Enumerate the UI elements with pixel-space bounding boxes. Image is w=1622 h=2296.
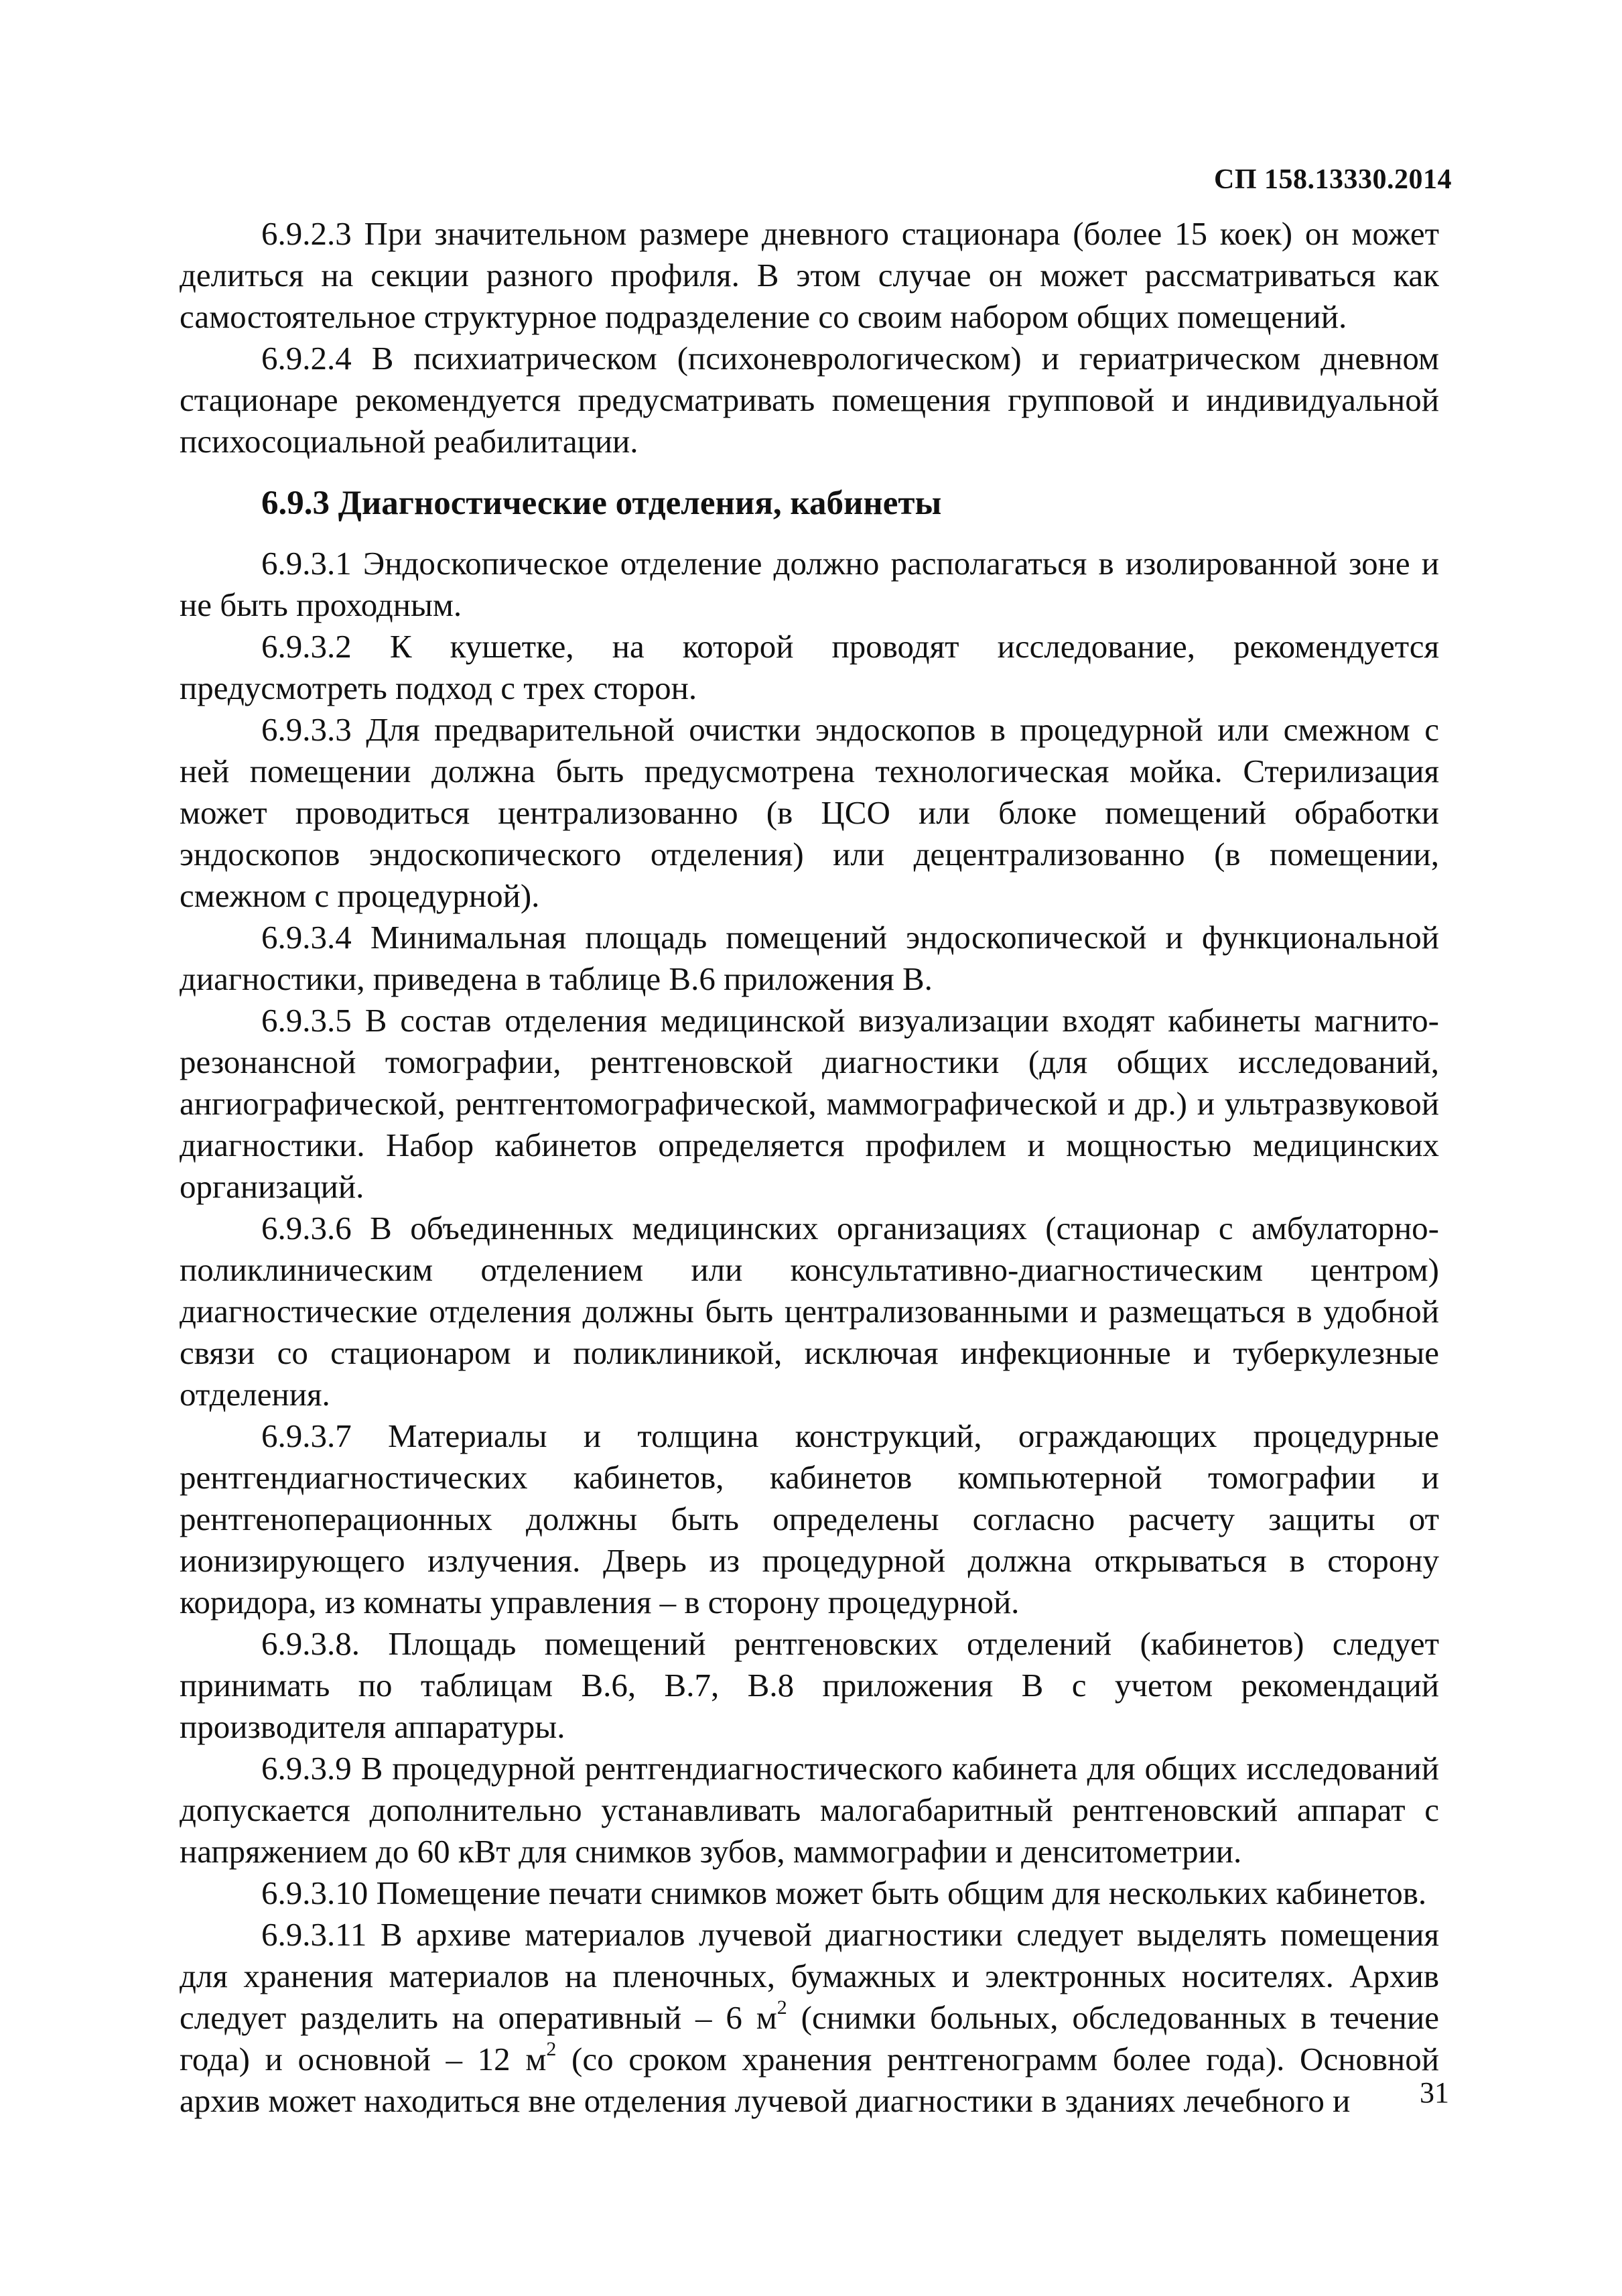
paragraph-6-9-3-8: 6.9.3.8. Площадь помещений рентгеновских отделений (кабинетов) следует принимать по таблицам В.6, В.7, В.8 приложения В с учетом рекомендаций производителя аппаратуры. [180, 1625, 1439, 1745]
paragraph-6-9-3-3: 6.9.3.3 Для предварительной очистки эндоскопов в процедурной или смежном с ней помещении должна быть предусмотрена технологическая мойка. Стерилизация может проводиться централизованно (в ЦСО или блоке помещений обработки эндоскопов эндоскопического отделения) или децентрализованно (в помещении, смежном с процедурной). [180, 711, 1439, 914]
superscript-square-2: 2 [546, 2038, 557, 2060]
paragraph-6-9-3-9: 6.9.3.9 В процедурной рентгендиагностического кабинета для общих исследований допускается дополнительно устанавливать малогабаритный рентгеновский аппарат с напряжением до 60 кВт для снимков зубов, маммографии и денситометрии. [180, 1750, 1439, 1870]
paragraph-6-9-3-4: 6.9.3.4 Минимальная площадь помещений эндоскопической и функциональной диагностики, приведена в таблице В.6 приложения В. [180, 919, 1439, 997]
paragraph-6-9-3-11-part-1: 6.9.3.11 В архиве материалов лучевой диагностики следует выделять помещения для хранения материалов на пленочных, бумажных и электронных носителях. Архив следует разделить на оперативный – 6 м [180, 1916, 1439, 2036]
paragraph-6-9-3-11-part-3: (со сроком хранения рентгенограмм более года). Основной архив может находиться вне отделения лучевой диагностики в зданиях лечебного и [180, 2041, 1439, 2119]
document-body [180, 213, 1439, 2122]
section-heading-6-9-3: 6.9.3 Диагностические отделения, кабинеты [261, 485, 942, 522]
paragraph-6-9-2-4: 6.9.2.4 В психиатрическом (психоневрологическом) и гериатрическом дневном стационаре рекомендуется предусматривать помещения групповой и индивидуальной психосоциальной реабилитации. [180, 340, 1439, 460]
paragraph-6-9-2-3: 6.9.2.3 При значительном размере дневного стационара (более 15 коек) он может делиться на секции разного профиля. В этом случае он может рассматриваться как самостоятельное структурное подразделение со своим набором общих помещений. [180, 215, 1439, 335]
page-number: 31 [1420, 2076, 1449, 2109]
paragraph-6-9-3-10: 6.9.3.10 Помещение печати снимков может быть общим для нескольких кабинетов. [261, 1874, 1427, 1911]
paragraph-6-9-3-2: 6.9.3.2 К кушетке, на которой проводят исследование, рекомендуется предусмотреть подход с трех сторон. [180, 628, 1439, 706]
paragraph-6-9-3-11 [180, 1914, 1439, 2122]
paragraph-6-9-3-11-part-2: (снимки больных, обследованных в течение года) и основной – 12 м [180, 1999, 1440, 2078]
paragraph-6-9-3-7: 6.9.3.7 Материалы и толщина конструкций, ограждающих процедурные рентгендиагностических кабинетов, кабинетов компьютерной томографии и рентгеноперационных должны быть определены согласно расчету защиты от ионизирующего излучения. Дверь из процедурной должна открываться в сторону коридора, из комнаты управления – в сторону процедурной. [180, 1417, 1439, 1620]
superscript-square-1: 2 [776, 1996, 787, 2019]
document-code: СП 158.13330.2014 [1214, 164, 1452, 195]
paragraph-6-9-3-5: 6.9.3.5 В состав отделения медицинской визуализации входят кабинеты магнито-резонансной томографии, рентгеновской диагностики (для общих исследований, ангиографической, рентгентомографической, маммографической и др.) и ультразвуковой диагностики. Набор кабинетов определяется профилем и мощностью медицинских организаций. [180, 1002, 1439, 1205]
paragraph-6-9-3-1: 6.9.3.1 Эндоскопическое отделение должно располагаться в изолированной зоне и не быть проходным. [180, 545, 1439, 623]
paragraph-6-9-3-6: 6.9.3.6 В объединенных медицинских организациях (стационар с амбулаторно-поликлиническим отделением или консультативно-диагностическим центром) диагностические отделения должны быть централизованными и размещаться в удобной связи со стационаром и поликлиникой, исключая инфекционные и туберкулезные отделения. [180, 1210, 1439, 1413]
